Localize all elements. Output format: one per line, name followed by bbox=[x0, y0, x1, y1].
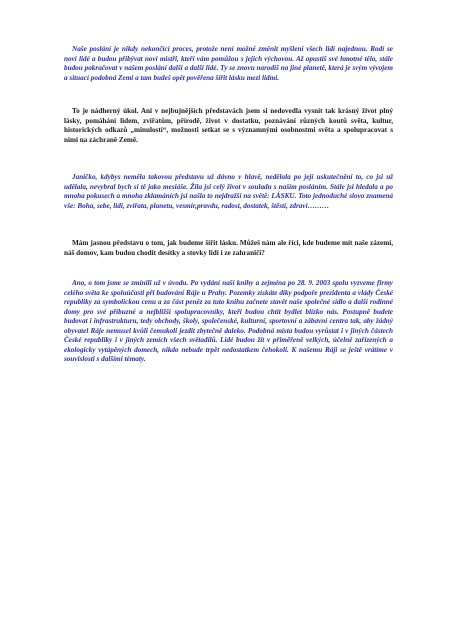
paragraph-3: Janičko, kdybys neměla takovou představu už dávno v hlavě, nedělala po její uskutečnění to, co jsi už udělala, nevybral bych si tě jako mesiáše. Žila jsi celý život v souladu s naším posláním. Stále jsi hledala a po mnoha pokusech a mnoha zklamáních jsi našla to nejdražší na světě: LÁSKU. Toto jednoduché slovo znamená vše: Boha, sebe, lidi, zvířata, planetu, vesmír,pravdu, radost, dostatek, štěstí, zdraví……… bbox=[64, 173, 393, 210]
paragraph-2: To je nádherný úkol. Ani v nejbujnějších představách jsem si nedovedla vysnít tak krásný život plný lásky, pomáhání lidem, zvířatům, přírodě, život v dostatku, poznávání různých koutů světa, kultur, historických odkazů „minulostí“, možnosti setkat se s významnými osobnostmi světa a spolupracovat s nimi na záchraně Země. bbox=[64, 107, 393, 144]
paragraph-5: Ano, o tom jsme se zmínili už v úvodu. Po vydání naší knihy a zejména po 28. 9. 2003 spolu vyzveme firmy celého světa ke spoluúčasti při budování Ráje u Prahy. Pozemky získáte díky podpoře prezidenta a vlády České republiky za symbolickou cenu a za část peněz za tuto knihu začnete stavět naše společné sídlo a další rodinné domy pro své příbuzné a nejbližší spolupracovníky, kteří budou chtít bydlet blízko nás. Postupně budete budovat i infrastrukturu, tedy obchody, školy, společenské, kulturní, sportovní a zábavní centra tak, aby žádný obyvatel Ráje nemusel kvůli čemukoli jezdit zbytečně daleko. Podobná místa budou vyrůstat i v jiných částech České republiky i v jiných zemích všech světadílů. Lidé budou žít v přiměřeně velkých, účelně zařízených a ekologicky vytápěných domech, nikdo nebude trpět nedostatkem čehokoli. K našemu Ráji se ještě vrátíme v souvislosti s dalšími tématy. bbox=[64, 279, 393, 363]
paragraph-1: Naše poslání je nikdy nekončící proces, protože není možné změnit myšlení všech lidí najednou. Rodí se noví lidé a budou přibývat noví mistři, kteří vám pomůžou s jejich výchovou. Až opustíš své hmotné tělo, stále budou pokračovat v našem poslání další a další lidé. Ty se znovu narodíš na jiné planetě, která je svým vývojem a situací podobná Zemi a tam budeš opět pověřena šířit lásku mezi lidmi. bbox=[64, 45, 393, 82]
paragraph-4: Mám jasnou představu o tom, jak budeme šířit lásku. Můžeš nám ale říci, kde budeme mít naše zázemí, náš domov, kam budou chodit desítky a stovky lidí i ze zahraničí? bbox=[64, 239, 393, 257]
